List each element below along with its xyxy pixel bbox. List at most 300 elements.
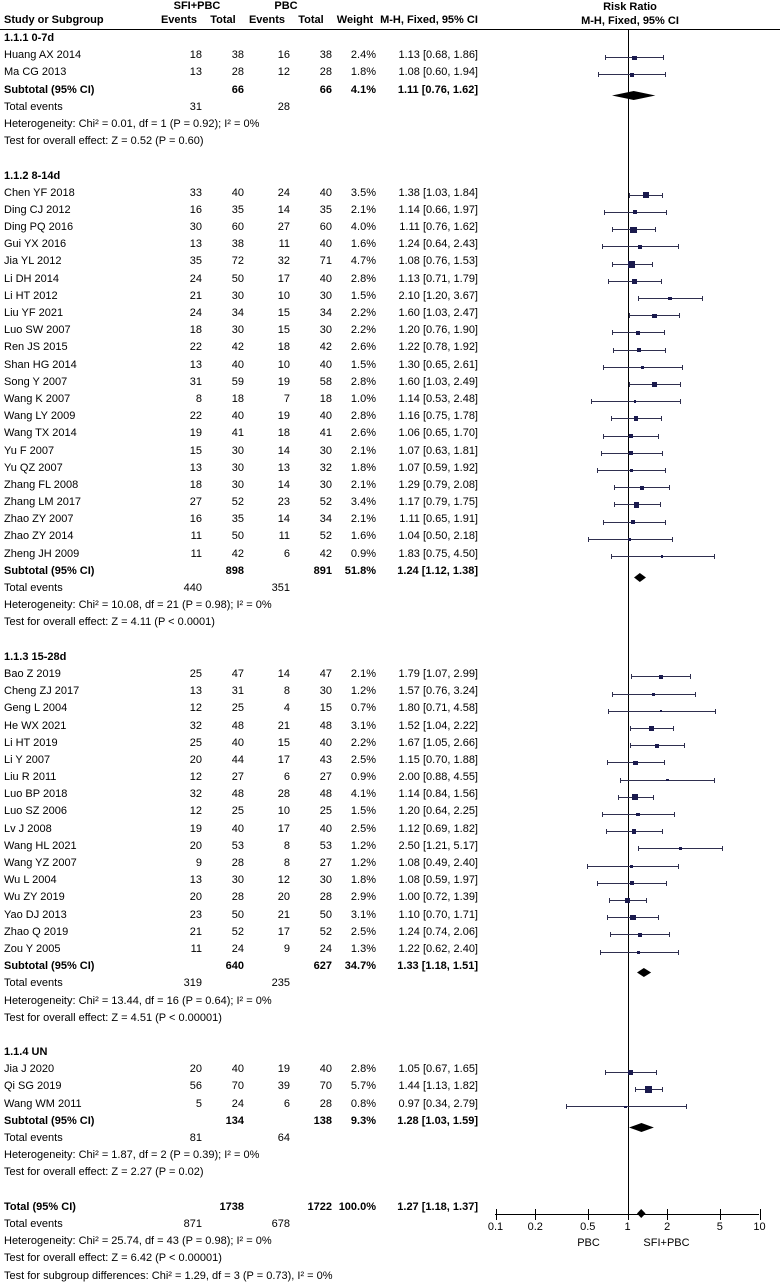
ci-cap-right xyxy=(656,1070,657,1075)
cell-w: 2.6% xyxy=(350,427,376,440)
cell-e1: 31 xyxy=(189,100,202,113)
null-effect-line xyxy=(628,30,629,1210)
ci-cap-left xyxy=(588,537,589,542)
cell-t1: 28 xyxy=(231,857,244,869)
ci-cap-left xyxy=(638,296,639,301)
cell-t2: 25 xyxy=(319,805,332,818)
cell-e2: 351 xyxy=(271,582,290,594)
cell-t1: 28 xyxy=(231,891,244,904)
cell-t2: 40 xyxy=(319,358,332,371)
header-group-pbc: PBC xyxy=(274,0,298,12)
subgroup-header xyxy=(0,1046,480,1063)
cell-rr: 1.52 [1.04, 2.22] xyxy=(398,719,478,732)
axis-tick xyxy=(496,1209,497,1220)
effect-marker xyxy=(630,915,635,920)
ci-cap-right xyxy=(664,760,665,765)
effect-marker xyxy=(641,366,644,369)
ci-cap-left xyxy=(603,365,604,370)
cell-e1: 30 xyxy=(189,221,202,234)
axis-tick-label: 0.5 xyxy=(580,1221,596,1233)
ci-cap-left xyxy=(591,399,592,404)
cell-study: Ma CG 2013 xyxy=(4,66,67,79)
cell-study: Wang TX 2014 xyxy=(4,427,77,440)
effect-marker xyxy=(666,779,669,782)
ci-cap-right xyxy=(658,434,659,439)
cell-e1: 13 xyxy=(189,461,202,474)
ci-cap-left xyxy=(611,416,612,421)
cell-rr: 1.79 [1.07, 2.99] xyxy=(398,667,478,680)
cell-w: 4.0% xyxy=(350,221,376,234)
cell-study: Subtotal (95% CI) xyxy=(4,960,95,973)
heterogeneity-note xyxy=(0,995,480,1012)
ci-cap-left xyxy=(610,932,611,937)
ci-cap-left xyxy=(603,434,604,439)
cell-e2: 12 xyxy=(277,874,290,887)
cell-t2: 27 xyxy=(319,771,332,784)
study-row xyxy=(0,805,480,822)
effect-marker xyxy=(625,898,630,903)
cell-e2: 11 xyxy=(278,238,290,251)
note-text: Heterogeneity: Chi² = 10.08, df = 21 (P = 0.98); I² = 0% xyxy=(4,599,272,612)
cell-e1: 20 xyxy=(189,1063,202,1076)
cell-e2: 15 xyxy=(277,324,290,337)
cell-rr: 1.04 [0.50, 2.18] xyxy=(398,530,478,543)
subgroup-label: 1.1.2 8-14d xyxy=(4,169,61,182)
cell-e1: 18 xyxy=(189,49,202,62)
cell-e1: 24 xyxy=(189,307,202,319)
cell-w: 1.0% xyxy=(350,392,376,405)
cell-t2: 58 xyxy=(319,375,332,388)
overall-effect-note xyxy=(0,1012,480,1029)
axis-label-right: SFI+PBC xyxy=(643,1237,690,1249)
ci-cap-left xyxy=(600,950,601,955)
ci-cap-left xyxy=(612,330,613,335)
cell-e2: 23 xyxy=(277,496,290,509)
cell-t2: 32 xyxy=(319,461,332,474)
ci-cap-right xyxy=(722,846,723,851)
cell-study: Subtotal (95% CI) xyxy=(4,83,95,96)
cell-e1: 21 xyxy=(189,289,202,302)
study-row xyxy=(0,891,480,908)
cell-t2: 28 xyxy=(319,1097,332,1110)
cell-t1: 25 xyxy=(231,805,244,818)
cell-w: 4.1% xyxy=(350,788,376,801)
cell-w: 2.8% xyxy=(350,272,376,285)
cell-w: 2.4% xyxy=(350,49,376,62)
cell-w: 34.7% xyxy=(344,960,376,973)
ci-cap-left xyxy=(587,864,588,869)
cell-t2: 28 xyxy=(319,66,332,79)
ci-cap-left xyxy=(602,812,603,817)
cell-t2: 40 xyxy=(319,410,332,423)
study-row xyxy=(0,255,480,272)
study-row xyxy=(0,359,480,376)
cell-e1: 12 xyxy=(189,771,202,784)
subtotal-row xyxy=(0,565,480,582)
subgroup-differences-note xyxy=(0,1270,480,1287)
cell-t1: 52 xyxy=(231,925,244,938)
summary-diamond xyxy=(629,1119,654,1128)
study-row xyxy=(0,204,480,221)
ci-cap-left xyxy=(602,244,603,249)
study-row xyxy=(0,737,480,754)
cell-t1: 35 xyxy=(231,513,244,526)
cell-t2: 52 xyxy=(319,925,332,938)
ci-cap-left xyxy=(614,485,615,490)
note-text: Heterogeneity: Chi² = 13.44, df = 16 (P = 0.64); I² = 0% xyxy=(4,994,272,1007)
cell-t2: 30 xyxy=(319,685,332,698)
cell-t2: 70 xyxy=(319,1080,332,1093)
cell-e2: 9 xyxy=(283,942,290,955)
cell-e1: 13 xyxy=(189,238,202,251)
cell-rr: 1.07 [0.59, 1.92] xyxy=(398,461,478,474)
ci-cap-right xyxy=(680,382,681,387)
cell-t2: 1722 xyxy=(307,1200,332,1213)
ci-cap-right xyxy=(665,72,666,77)
axis-tick xyxy=(667,1209,668,1220)
axis-tick-label: 0.2 xyxy=(527,1221,543,1233)
cell-rr: 1.11 [0.65, 1.91] xyxy=(399,513,478,526)
cell-w: 0.7% xyxy=(350,702,376,715)
cell-e1: 81 xyxy=(189,1132,202,1144)
cell-study: Li HT 2019 xyxy=(4,736,58,749)
cell-e2: 17 xyxy=(277,822,290,835)
cell-e2: 7 xyxy=(283,392,290,405)
total-events-row xyxy=(0,101,480,118)
cell-rr: 1.29 [0.79, 2.08] xyxy=(398,478,478,491)
cell-study: Total events xyxy=(4,1132,63,1144)
cell-t1: 44 xyxy=(231,753,244,766)
cell-w: 1.8% xyxy=(350,66,376,79)
cell-rr: 1.83 [0.75, 4.50] xyxy=(398,547,478,560)
cell-t2: 47 xyxy=(319,667,332,680)
cell-t1: 24 xyxy=(231,942,244,955)
cell-t2: 34 xyxy=(319,513,332,526)
cell-study: Wang YZ 2007 xyxy=(4,857,77,869)
total-events-row xyxy=(0,1218,480,1235)
cell-t1: 30 xyxy=(231,478,244,491)
study-row xyxy=(0,702,480,719)
cell-e1: 23 xyxy=(189,908,202,921)
ci-cap-left xyxy=(607,915,608,920)
cell-t2: 40 xyxy=(319,186,332,199)
cell-rr: 1.06 [0.65, 1.70] xyxy=(398,427,478,440)
axis-tick xyxy=(720,1209,721,1220)
cell-e1: 16 xyxy=(189,203,202,216)
cell-t2: 40 xyxy=(319,822,332,835)
cell-study: Ding PQ 2016 xyxy=(4,221,74,234)
cell-e2: 19 xyxy=(277,410,290,423)
cell-t2: 30 xyxy=(319,478,332,491)
ci-cap-right xyxy=(665,468,666,473)
cell-t1: 134 xyxy=(225,1114,244,1127)
cell-rr: 1.38 [1.03, 1.84] xyxy=(398,186,478,199)
effect-marker xyxy=(652,382,657,387)
ci-cap-right xyxy=(678,864,679,869)
cell-t2: 60 xyxy=(319,221,332,234)
cell-rr: 1.13 [0.68, 1.86] xyxy=(398,49,478,62)
cell-e1: 32 xyxy=(189,719,202,732)
cell-rr: 1.10 [0.70, 1.71] xyxy=(398,908,478,921)
effect-marker xyxy=(638,933,642,937)
cell-rr: 1.11 [0.76, 1.62] xyxy=(399,221,478,234)
overall-effect-note xyxy=(0,1252,480,1269)
study-row xyxy=(0,427,480,444)
cell-study: Liu R 2011 xyxy=(4,771,57,784)
cell-t2: 138 xyxy=(313,1114,332,1127)
cell-e2: 21 xyxy=(277,719,290,732)
cell-t1: 35 xyxy=(231,203,244,216)
cell-study: Wang K 2007 xyxy=(4,392,71,405)
cell-study: Li DH 2014 xyxy=(4,272,60,285)
study-row xyxy=(0,393,480,410)
cell-t2: 66 xyxy=(319,83,332,96)
note-text: Heterogeneity: Chi² = 1.87, df = 2 (P = 0.39); I² = 0% xyxy=(4,1149,260,1162)
cell-study: Total events xyxy=(4,100,63,113)
ci-cap-right xyxy=(678,244,679,249)
cell-study: Wang LY 2009 xyxy=(4,410,76,423)
cell-rr: 0.97 [0.34, 2.79] xyxy=(398,1097,478,1110)
cell-t1: 640 xyxy=(225,960,244,973)
header-total-1: Total xyxy=(210,14,236,26)
cell-rr: 2.50 [1.21, 5.17] xyxy=(398,839,478,852)
note-text: Heterogeneity: Chi² = 25.74, df = 43 (P = 0.98); I² = 0% xyxy=(4,1235,272,1248)
study-row xyxy=(0,874,480,891)
ci-cap-left xyxy=(635,1087,636,1092)
effect-marker xyxy=(655,744,659,748)
cell-e2: 24 xyxy=(277,186,290,199)
ci-cap-right xyxy=(682,365,683,370)
heterogeneity-note xyxy=(0,1235,480,1252)
cell-study: Total events xyxy=(4,977,63,990)
x-axis xyxy=(480,1204,780,1254)
cell-e2: 6 xyxy=(283,1097,290,1110)
cell-rr: 1.08 [0.59, 1.97] xyxy=(398,874,478,887)
cell-t1: 66 xyxy=(231,83,244,96)
cell-rr: 1.07 [0.63, 1.81] xyxy=(398,444,478,457)
cell-e1: 871 xyxy=(183,1217,202,1230)
cell-study: Yu F 2007 xyxy=(4,444,55,457)
cell-t2: 891 xyxy=(313,564,332,577)
summary-diamond xyxy=(637,964,651,973)
cell-rr: 1.11 [0.76, 1.62] xyxy=(397,83,478,96)
cell-t1: 30 xyxy=(231,324,244,337)
cell-w: 4.7% xyxy=(350,255,376,268)
cell-rr: 2.10 [1.20, 3.67] xyxy=(398,289,478,302)
study-row xyxy=(0,462,480,479)
cell-t1: 28 xyxy=(231,66,244,79)
effect-marker xyxy=(632,829,636,833)
cell-e2: 27 xyxy=(277,221,290,234)
cell-e1: 21 xyxy=(189,925,202,938)
cell-rr: 1.14 [0.53, 2.48] xyxy=(398,392,478,405)
study-row xyxy=(0,857,480,874)
cell-w: 5.7% xyxy=(350,1080,376,1093)
cell-study: Lv J 2008 xyxy=(4,822,52,835)
ci-cap-right xyxy=(690,674,691,679)
cell-e2: 28 xyxy=(277,788,290,801)
effect-marker xyxy=(632,56,636,60)
effect-marker xyxy=(633,761,637,765)
cell-rr: 1.22 [0.62, 2.40] xyxy=(398,942,478,955)
overall-effect-note xyxy=(0,1166,480,1183)
cell-study: Huang AX 2014 xyxy=(4,49,82,62)
ci-cap-left xyxy=(608,279,609,284)
header-column-row xyxy=(0,14,480,29)
study-row xyxy=(0,926,480,943)
study-row xyxy=(0,66,480,83)
effect-marker xyxy=(652,314,656,318)
cell-rr: 1.05 [0.67, 1.65] xyxy=(398,1063,478,1076)
cell-e2: 235 xyxy=(271,977,290,990)
ci-cap-right xyxy=(715,709,716,714)
effect-marker xyxy=(630,469,634,473)
cell-study: Li Y 2007 xyxy=(4,753,51,766)
cell-t2: 30 xyxy=(319,289,332,302)
ci-cap-left xyxy=(604,210,605,215)
cell-rr: 1.08 [0.76, 1.53] xyxy=(398,255,478,268)
cell-e1: 20 xyxy=(189,753,202,766)
cell-t2: 40 xyxy=(319,272,332,285)
ci-cap-right xyxy=(664,330,665,335)
cell-w: 4.1% xyxy=(350,83,376,96)
ci-cap-left xyxy=(609,898,610,903)
cell-t1: 48 xyxy=(231,788,244,801)
cell-e2: 17 xyxy=(277,753,290,766)
cell-e2: 39 xyxy=(277,1080,290,1093)
header-total-2: Total xyxy=(298,14,324,26)
axis-label-left: PBC xyxy=(577,1237,600,1249)
cell-e2: 10 xyxy=(277,289,290,302)
cell-e1: 12 xyxy=(189,805,202,818)
subgroup-label: 1.1.1 0-7d xyxy=(4,32,55,44)
study-row xyxy=(0,548,480,565)
ci-cap-left xyxy=(630,743,631,748)
cell-rr: 1.15 [0.70, 1.88] xyxy=(398,753,478,766)
effect-marker xyxy=(634,416,639,421)
cell-rr: 1.27 [1.18, 1.37] xyxy=(397,1200,478,1213)
table-body xyxy=(0,32,480,1287)
study-row xyxy=(0,290,480,307)
subgroup-label: 1.1.4 UN xyxy=(4,1046,48,1059)
summary-diamond xyxy=(634,569,646,578)
cell-study: Luo SZ 2006 xyxy=(4,805,67,818)
cell-t1: 38 xyxy=(231,238,244,251)
cell-t1: 70 xyxy=(231,1080,244,1093)
cell-e2: 6 xyxy=(283,771,290,784)
subgroup-label: 1.1.3 15-28d xyxy=(4,650,67,663)
cell-e2: 8 xyxy=(283,857,290,869)
cell-t2: 48 xyxy=(319,788,332,801)
cell-rr: 1.24 [0.74, 2.06] xyxy=(398,925,478,938)
cell-rr: 1.60 [1.03, 2.49] xyxy=(398,375,478,388)
cell-rr: 1.20 [0.64, 2.25] xyxy=(398,805,478,818)
ci-cap-right xyxy=(658,915,659,920)
cell-e1: 11 xyxy=(190,530,202,543)
spacer-row xyxy=(0,152,480,169)
cell-e2: 4 xyxy=(283,702,290,715)
effect-marker xyxy=(632,279,637,284)
effect-marker xyxy=(630,227,636,233)
cell-t2: 15 xyxy=(319,702,332,715)
cell-rr: 1.44 [1.13, 1.82] xyxy=(398,1080,478,1093)
cell-t1: 24 xyxy=(231,1097,244,1110)
cell-e2: 14 xyxy=(277,478,290,491)
cell-t1: 47 xyxy=(231,667,244,680)
ci-cap-right xyxy=(652,262,653,267)
cell-e1: 8 xyxy=(195,392,202,405)
ci-cap-right xyxy=(661,279,662,284)
cell-t1: 40 xyxy=(231,736,244,749)
cell-e2: 14 xyxy=(277,513,290,526)
cell-e1: 32 xyxy=(189,788,202,801)
cell-e1: 35 xyxy=(189,255,202,268)
cell-e1: 12 xyxy=(189,702,202,715)
ci-cap-right xyxy=(714,554,715,559)
cell-study: Gui YX 2016 xyxy=(4,238,67,251)
cell-e1: 22 xyxy=(189,410,202,423)
cell-rr: 1.80 [0.71, 4.58] xyxy=(398,702,478,715)
effect-marker xyxy=(636,813,639,816)
cell-study: He WX 2021 xyxy=(4,719,67,732)
cell-w: 2.6% xyxy=(350,341,376,354)
cell-w: 1.5% xyxy=(350,289,376,302)
cell-w: 2.2% xyxy=(350,324,376,337)
plot-header-title: Risk Ratio xyxy=(603,1,657,13)
ci-cap-left xyxy=(630,726,631,731)
summary-diamond xyxy=(612,87,655,96)
cell-t1: 18 xyxy=(231,392,244,405)
ci-cap-right xyxy=(702,296,703,301)
cell-w: 2.2% xyxy=(350,307,376,319)
study-row xyxy=(0,49,480,66)
cell-e1: 22 xyxy=(189,341,202,354)
cell-t1: 50 xyxy=(231,530,244,543)
ci-cap-left xyxy=(614,502,615,507)
cell-t2: 627 xyxy=(313,960,332,973)
ci-cap-left xyxy=(618,795,619,800)
cell-study: Shan HG 2014 xyxy=(4,358,77,371)
cell-rr: 1.08 [0.49, 2.40] xyxy=(398,857,478,869)
ci-cap-right xyxy=(674,812,675,817)
cell-t1: 52 xyxy=(231,496,244,509)
ci-cap-left xyxy=(629,382,630,387)
ci-cap-right xyxy=(686,1104,687,1109)
ci-cap-left xyxy=(612,227,613,232)
cell-w: 0.8% xyxy=(350,1097,376,1110)
cell-w: 2.1% xyxy=(350,203,376,216)
cell-rr: 1.20 [0.76, 1.90] xyxy=(398,324,478,337)
cell-w: 1.2% xyxy=(350,685,376,698)
cell-w: 1.8% xyxy=(350,461,376,474)
cell-e2: 6 xyxy=(283,547,290,560)
cell-e2: 18 xyxy=(277,341,290,354)
cell-e2: 32 xyxy=(277,255,290,268)
cell-e1: 19 xyxy=(189,822,202,835)
cell-study: Ren JS 2015 xyxy=(4,341,68,354)
cell-e2: 8 xyxy=(283,685,290,698)
cell-e2: 17 xyxy=(277,925,290,938)
cell-study: Wang WM 2011 xyxy=(4,1097,82,1110)
cell-e2: 64 xyxy=(277,1132,290,1144)
ci-cap-right xyxy=(673,726,674,731)
cell-rr: 1.12 [0.69, 1.82] xyxy=(398,822,478,835)
effect-marker xyxy=(632,794,638,800)
ci-cap-right xyxy=(660,502,661,507)
cell-study: Chen YF 2018 xyxy=(4,186,75,199)
study-row xyxy=(0,668,480,685)
cell-t2: 38 xyxy=(319,49,332,62)
